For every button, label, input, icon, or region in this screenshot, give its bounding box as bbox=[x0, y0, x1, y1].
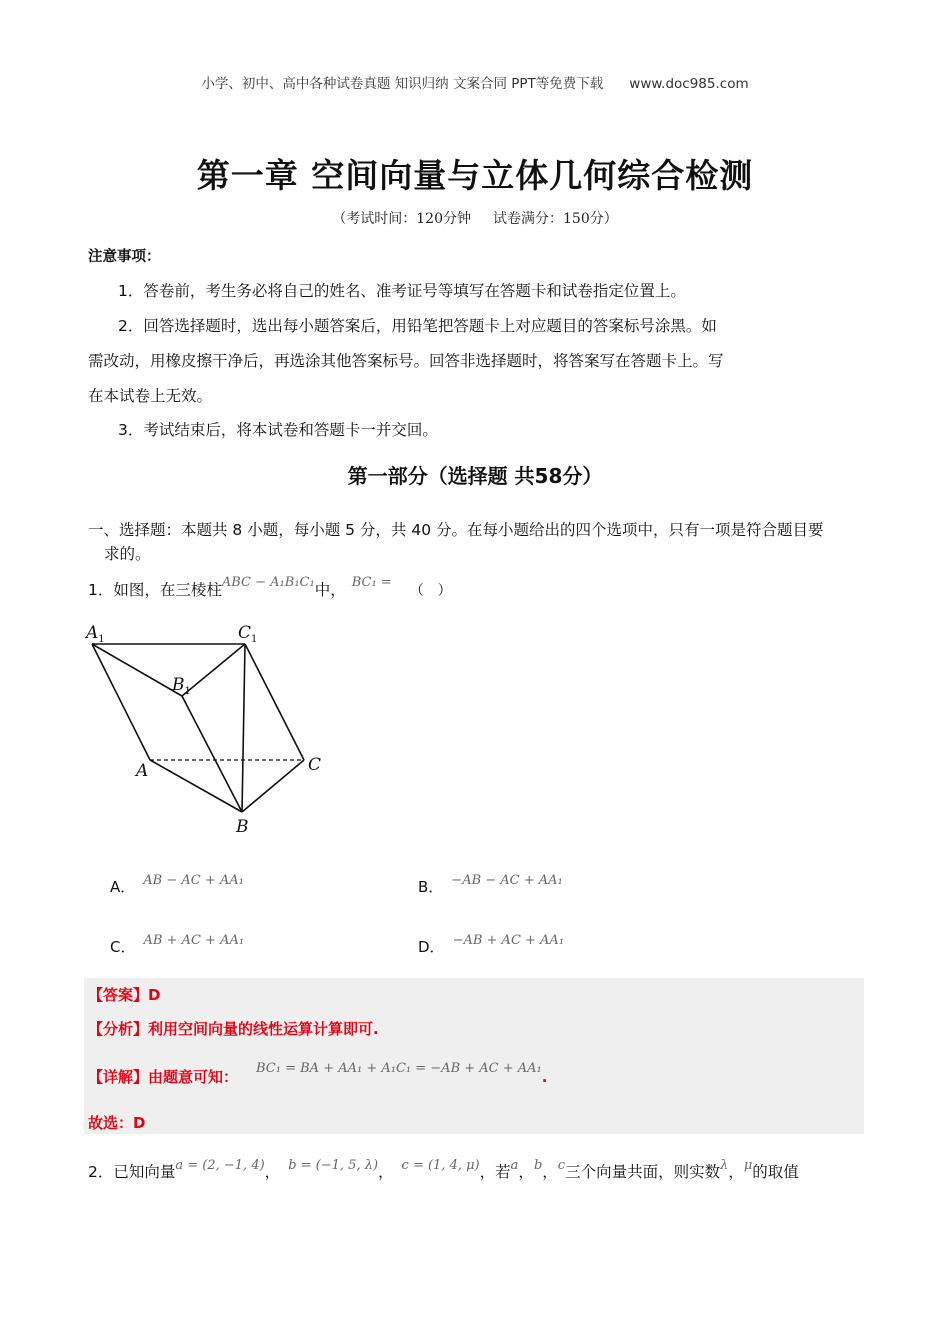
answer-label: 【答案】D bbox=[88, 986, 161, 1004]
option-c-letter: C． bbox=[110, 938, 136, 956]
label-a: A bbox=[136, 761, 149, 781]
option-d-letter: D． bbox=[418, 938, 445, 956]
prism-figure bbox=[80, 620, 340, 840]
option-c[interactable] bbox=[110, 933, 245, 957]
q2-prefix: 2．已知向量 bbox=[88, 1163, 176, 1181]
q2-vector-b: b = (−1, 5, λ) bbox=[288, 1158, 379, 1173]
q2-symbol-a: a bbox=[510, 1158, 519, 1173]
detail-expr: BC₁ = BA + AA₁ + A₁C₁ = −AB + AC + AA₁ bbox=[256, 1061, 542, 1076]
option-c-expr: AB + AC + AA₁ bbox=[143, 933, 245, 948]
notice-item-2-line-3: 在本试卷上无效。 bbox=[88, 387, 213, 405]
question-1-stem bbox=[88, 575, 452, 600]
exam-info bbox=[0, 208, 950, 228]
label-c1: $C_1$ bbox=[238, 623, 258, 645]
notice-heading: 注意事项： bbox=[88, 249, 161, 265]
label-c: C bbox=[308, 755, 322, 775]
q1-answer-paren: （ ） bbox=[409, 583, 452, 599]
edge-b1-c1 bbox=[182, 644, 245, 696]
header-site-link[interactable]: www.doc985.com bbox=[629, 76, 749, 92]
q2-sep-3: ， bbox=[518, 1163, 534, 1181]
q2-tail: 的取值 bbox=[752, 1163, 799, 1181]
q1-mid: 中， bbox=[314, 581, 346, 599]
q2-if: ，若 bbox=[479, 1163, 511, 1181]
part1-instructions-line-2: 求的。 bbox=[104, 545, 151, 563]
question-2-stem bbox=[88, 1160, 799, 1182]
q2-lambda: λ bbox=[720, 1158, 729, 1173]
edge-b-c bbox=[242, 760, 304, 812]
q2-sep-2: ， bbox=[378, 1163, 394, 1181]
page-title: 第一章 空间向量与立体几何综合检测 bbox=[196, 156, 754, 195]
label-b: B bbox=[236, 817, 249, 837]
q2-sep-4: ， bbox=[542, 1163, 558, 1181]
label-b1: $B_1$ bbox=[172, 675, 191, 697]
option-a-expr: AB − AC + AA₁ bbox=[143, 873, 244, 888]
exam-time: （考试时间：120分钟 bbox=[332, 211, 471, 227]
detail-label: 【详解】由题意可知： bbox=[88, 1068, 239, 1086]
exam-score: 试卷满分：150分） bbox=[493, 211, 618, 227]
q2-symbol-b: b bbox=[533, 1158, 543, 1173]
answer-box bbox=[84, 978, 864, 1134]
notice-item-2-line-2: 需改动，用橡皮擦干净后，再选涂其他答案标号。回答非选择题时，将答案写在答题卡上。写 bbox=[88, 352, 724, 370]
option-b-expr: −AB − AC + AA₁ bbox=[451, 873, 563, 888]
q1-prefix: 1．如图，在三棱柱 bbox=[88, 581, 222, 599]
page-header bbox=[0, 72, 950, 92]
detail-end: . bbox=[541, 1068, 548, 1086]
q2-vector-a: a = (2, −1, 4) bbox=[175, 1158, 265, 1173]
notice-item-2-line-1: 2．回答选择题时，选出每小题答案后，用铅笔把答题卡上对应题目的答案标号涂黑。如 bbox=[118, 317, 717, 335]
option-a[interactable] bbox=[110, 873, 244, 897]
q2-symbol-c: c bbox=[557, 1158, 566, 1173]
notice-item-1: 1．答卷前，考生务必将自己的姓名、准考证号等填写在答题卡和试卷指定位置上。 bbox=[118, 282, 686, 300]
analysis-label: 【分析】利用空间向量的线性运算计算即可. bbox=[88, 1020, 379, 1038]
label-a1: $A_1$ bbox=[86, 623, 105, 645]
part1-instructions-line-1: 一、选择题：本题共 8 小题，每小题 5 分，共 40 分。在每小题给出的四个选项中，只有一项是符合题目要 bbox=[88, 521, 824, 539]
header-text: 小学、初中、高中各种试卷真题 知识归纳 文案合同 PPT等免费下载 bbox=[201, 76, 604, 92]
option-d-expr: −AB + AC + AA₁ bbox=[452, 933, 565, 948]
option-b[interactable] bbox=[418, 873, 563, 897]
q2-mu: μ bbox=[743, 1158, 753, 1173]
edge-c1-b bbox=[242, 644, 245, 812]
edge-c1-c bbox=[245, 644, 304, 760]
option-b-letter: B． bbox=[418, 878, 444, 896]
notice-item-3: 3．考试结束后，将本试卷和答题卡一并交回。 bbox=[118, 421, 438, 439]
option-d[interactable] bbox=[418, 933, 565, 957]
q1-prism-expr: ABC − A₁B₁C₁ bbox=[221, 575, 315, 590]
detail-line bbox=[88, 1061, 548, 1087]
q2-mid: 三个向量共面，则实数 bbox=[565, 1163, 721, 1181]
answer-choice: 故选：D bbox=[88, 1114, 146, 1132]
q2-sep-1: ， bbox=[264, 1163, 281, 1181]
q1-target-expr: BC₁ = bbox=[351, 575, 392, 590]
option-a-letter: A． bbox=[110, 878, 136, 896]
q2-vector-c: c = (1, 4, μ) bbox=[401, 1158, 480, 1173]
q2-sep-5: ， bbox=[728, 1163, 744, 1181]
section-title: 第一部分（选择题 共58分） bbox=[347, 464, 603, 488]
